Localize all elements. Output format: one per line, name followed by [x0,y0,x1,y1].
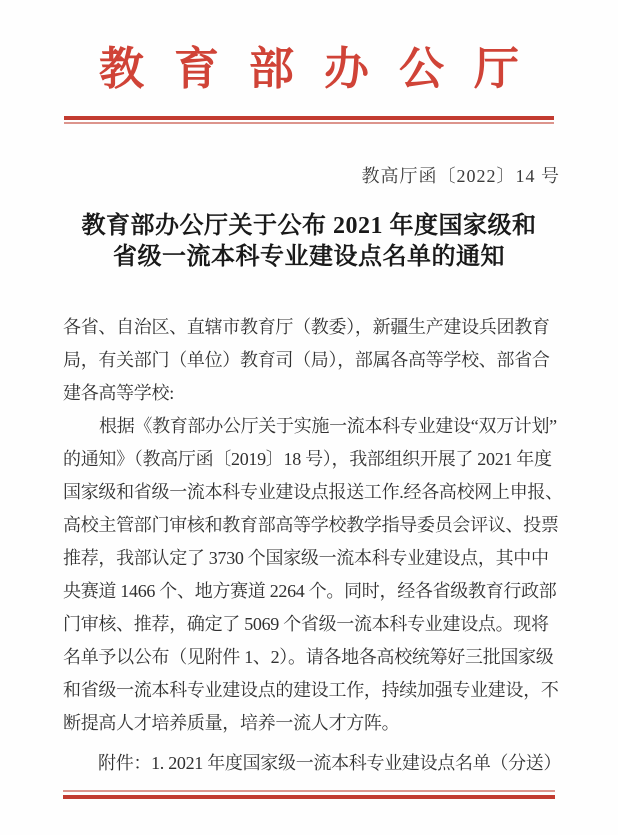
body-paragraph [63,410,563,740]
attachment-line: 附件：1. 2021 年度国家级一流本科专业建设点名单（分送） [98,753,562,773]
body-line: 和省级一流本科专业建设点的建设工作，持续加强专业建设，不 [63,680,559,700]
header-divider [64,116,554,124]
footer-divider [63,790,555,799]
body-line: 推荐，我部认定了 3730 个国家级一流本科专业建设点，其中中 [63,548,549,568]
addressee-line: 建各高等学校: [63,383,174,403]
body-line: 门审核、推荐，确定了 5069 个省级一流本科专业建设点。现将 [63,614,549,634]
addressee-block [63,311,563,410]
notice-title [0,211,618,273]
body-line: 名单予以公布（见附件 1、2）。请各地各高校统筹好三批国家级 [63,647,554,667]
body-line: 高校主管部门审核和教育部高等学校教学指导委员会评议、投票 [63,515,559,535]
notice-title-line-2: 省级一流本科专业建设点名单的通知 [113,244,505,270]
body-line: 国家级和省级一流本科专业建设点报送工作.经各高校网上申报、 [63,482,563,502]
notice-title-line-1: 教育部办公厅关于公布 2021 年度国家级和 [81,213,537,239]
addressee-line: 局，有关部门（单位）教育司（局），部属各高等学校、部省合 [63,350,550,370]
body-line: 的通知》（教高厅函〔2019〕18 号），我部组织开展了 2021 年度 [63,449,552,469]
notice-body [63,311,563,740]
letterhead [0,0,618,92]
letterhead-office-name: 教育部办公厅 [98,44,549,94]
body-line: 央赛道 1466 个、地方赛道 2264 个。同时，经各省级教育行政部 [63,581,557,601]
doc-number: 教高厅函〔2022〕14 号 [361,166,560,186]
body-line: 根据《教育部办公厅关于实施一流本科专业建设“双万计划” [99,416,557,436]
addressee-line: 各省、自治区、直辖市教育厅（教委），新疆生产建设兵团教育 [63,317,550,337]
footer-divider-thick-line [63,795,555,799]
header-divider-thin-line [64,122,554,124]
body-line: 断提高人才培养质量，培养一流人才方阵。 [63,713,400,733]
